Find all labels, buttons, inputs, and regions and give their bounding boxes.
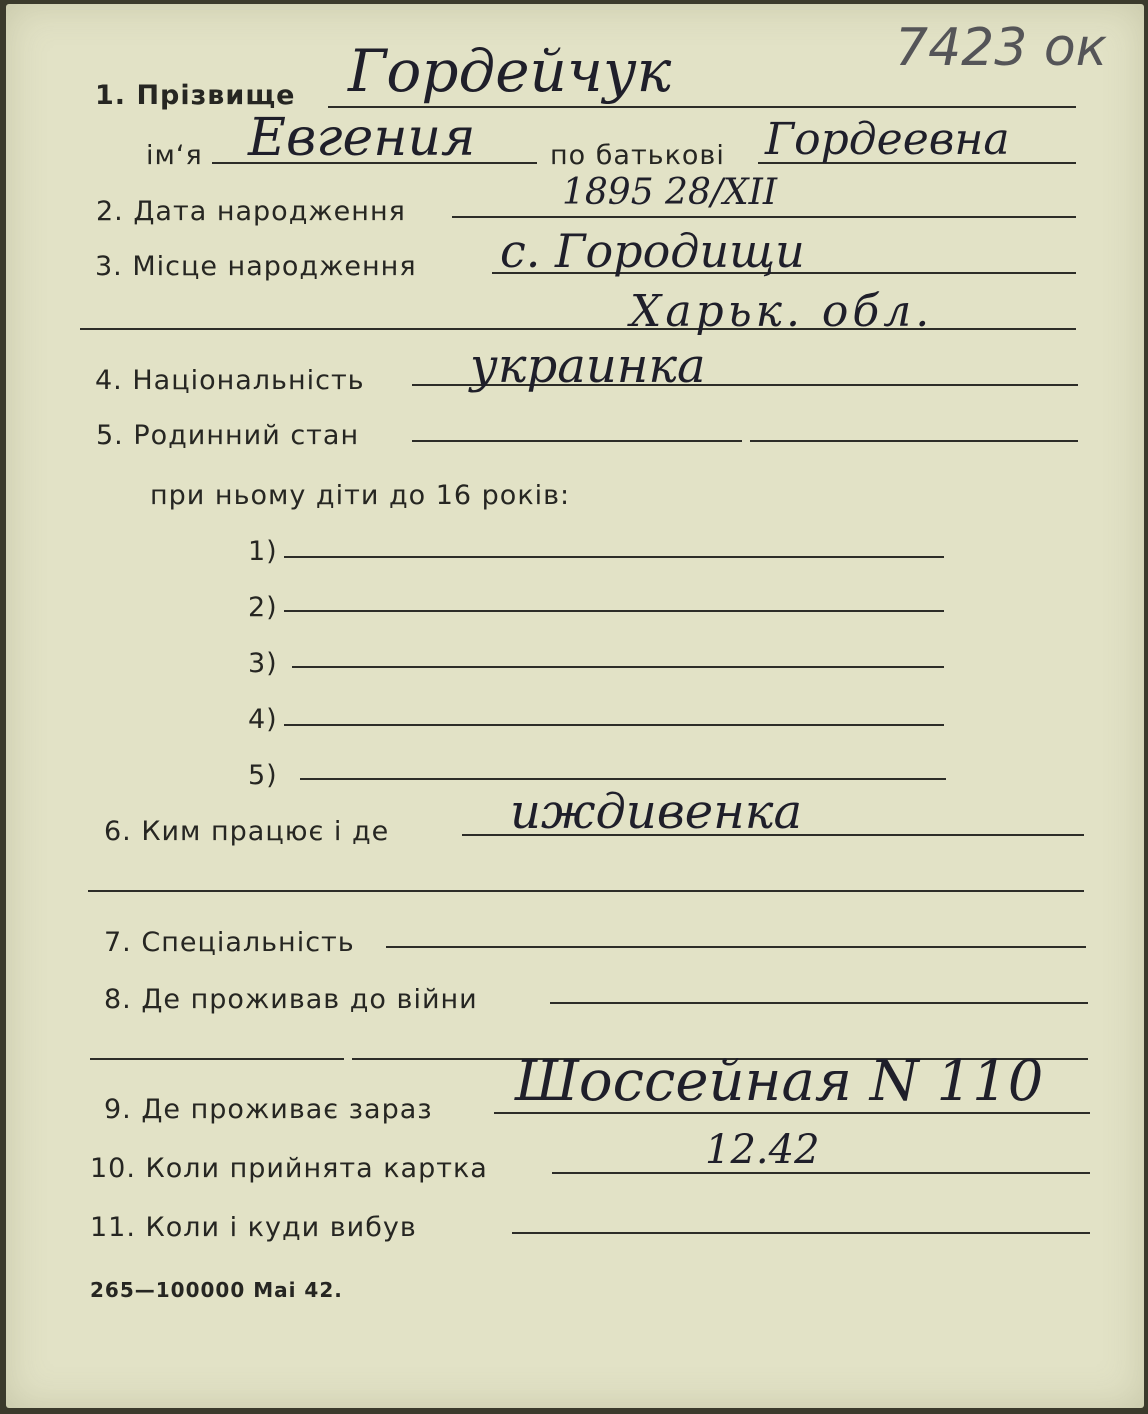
employment-line-2: [88, 890, 1084, 892]
name-value: Евгения: [248, 108, 476, 168]
child-1-label: 1): [248, 536, 278, 567]
departure-label: 11. Коли і куди вибув: [90, 1212, 417, 1243]
child-5-label: 5): [248, 760, 278, 791]
child-1-line: [284, 556, 944, 558]
children-label: при ньому діти до 16 років:: [150, 480, 571, 511]
patronymic-value: Гордеевна: [765, 114, 1010, 165]
marital-status-line: [412, 440, 742, 442]
print-code: 265—100000 Mai 42.: [90, 1278, 343, 1302]
card-accepted-label: 10. Коли прийнята картка: [90, 1153, 488, 1184]
nationality-label: 4. Національність: [95, 365, 365, 396]
marital-status-label: 5. Родинний стан: [96, 420, 360, 451]
child-5-line: [300, 778, 946, 780]
marital-status-line-2: [750, 440, 1078, 442]
child-3-label: 3): [248, 648, 278, 679]
birth-place-label: 3. Місце народження: [95, 251, 417, 282]
employment-value: иждивенка: [510, 784, 803, 840]
surname-label: 1. Прізвище: [95, 80, 296, 111]
birth-date-value: 1895 28/XII: [562, 172, 778, 213]
surname-value: Гордейчук: [348, 37, 672, 105]
employment-label: 6. Ким працює і де: [104, 816, 390, 847]
child-3-line: [292, 666, 944, 668]
birth-place-value-2: Харьк. обл.: [630, 286, 934, 337]
current-residence-value: Шоссейная N 110: [515, 1049, 1044, 1114]
current-residence-label: 9. Де проживає зараз: [104, 1094, 433, 1125]
birth-place-value: с. Городищи: [500, 224, 805, 278]
child-4-label: 4): [248, 704, 278, 735]
departure-line: [512, 1232, 1090, 1234]
card-accepted-line: [552, 1172, 1090, 1174]
child-4-line: [284, 724, 944, 726]
specialty-line: [386, 946, 1086, 948]
child-2-label: 2): [248, 592, 278, 623]
child-2-line: [284, 610, 944, 612]
prewar-residence-label: 8. Де проживав до війни: [104, 984, 478, 1015]
birth-date-line: [452, 216, 1076, 218]
prewar-residence-line-2: [90, 1058, 344, 1060]
name-label: ім‘я: [146, 140, 203, 171]
birth-date-label: 2. Дата народження: [96, 196, 406, 227]
prewar-residence-line: [550, 1002, 1088, 1004]
corner-note: 7423 ок: [895, 18, 1108, 78]
nationality-value: украинка: [470, 338, 706, 394]
specialty-label: 7. Спеціальність: [104, 927, 355, 958]
patronymic-label: по батькові: [550, 140, 725, 171]
card-accepted-value: 12.42: [705, 1127, 820, 1173]
